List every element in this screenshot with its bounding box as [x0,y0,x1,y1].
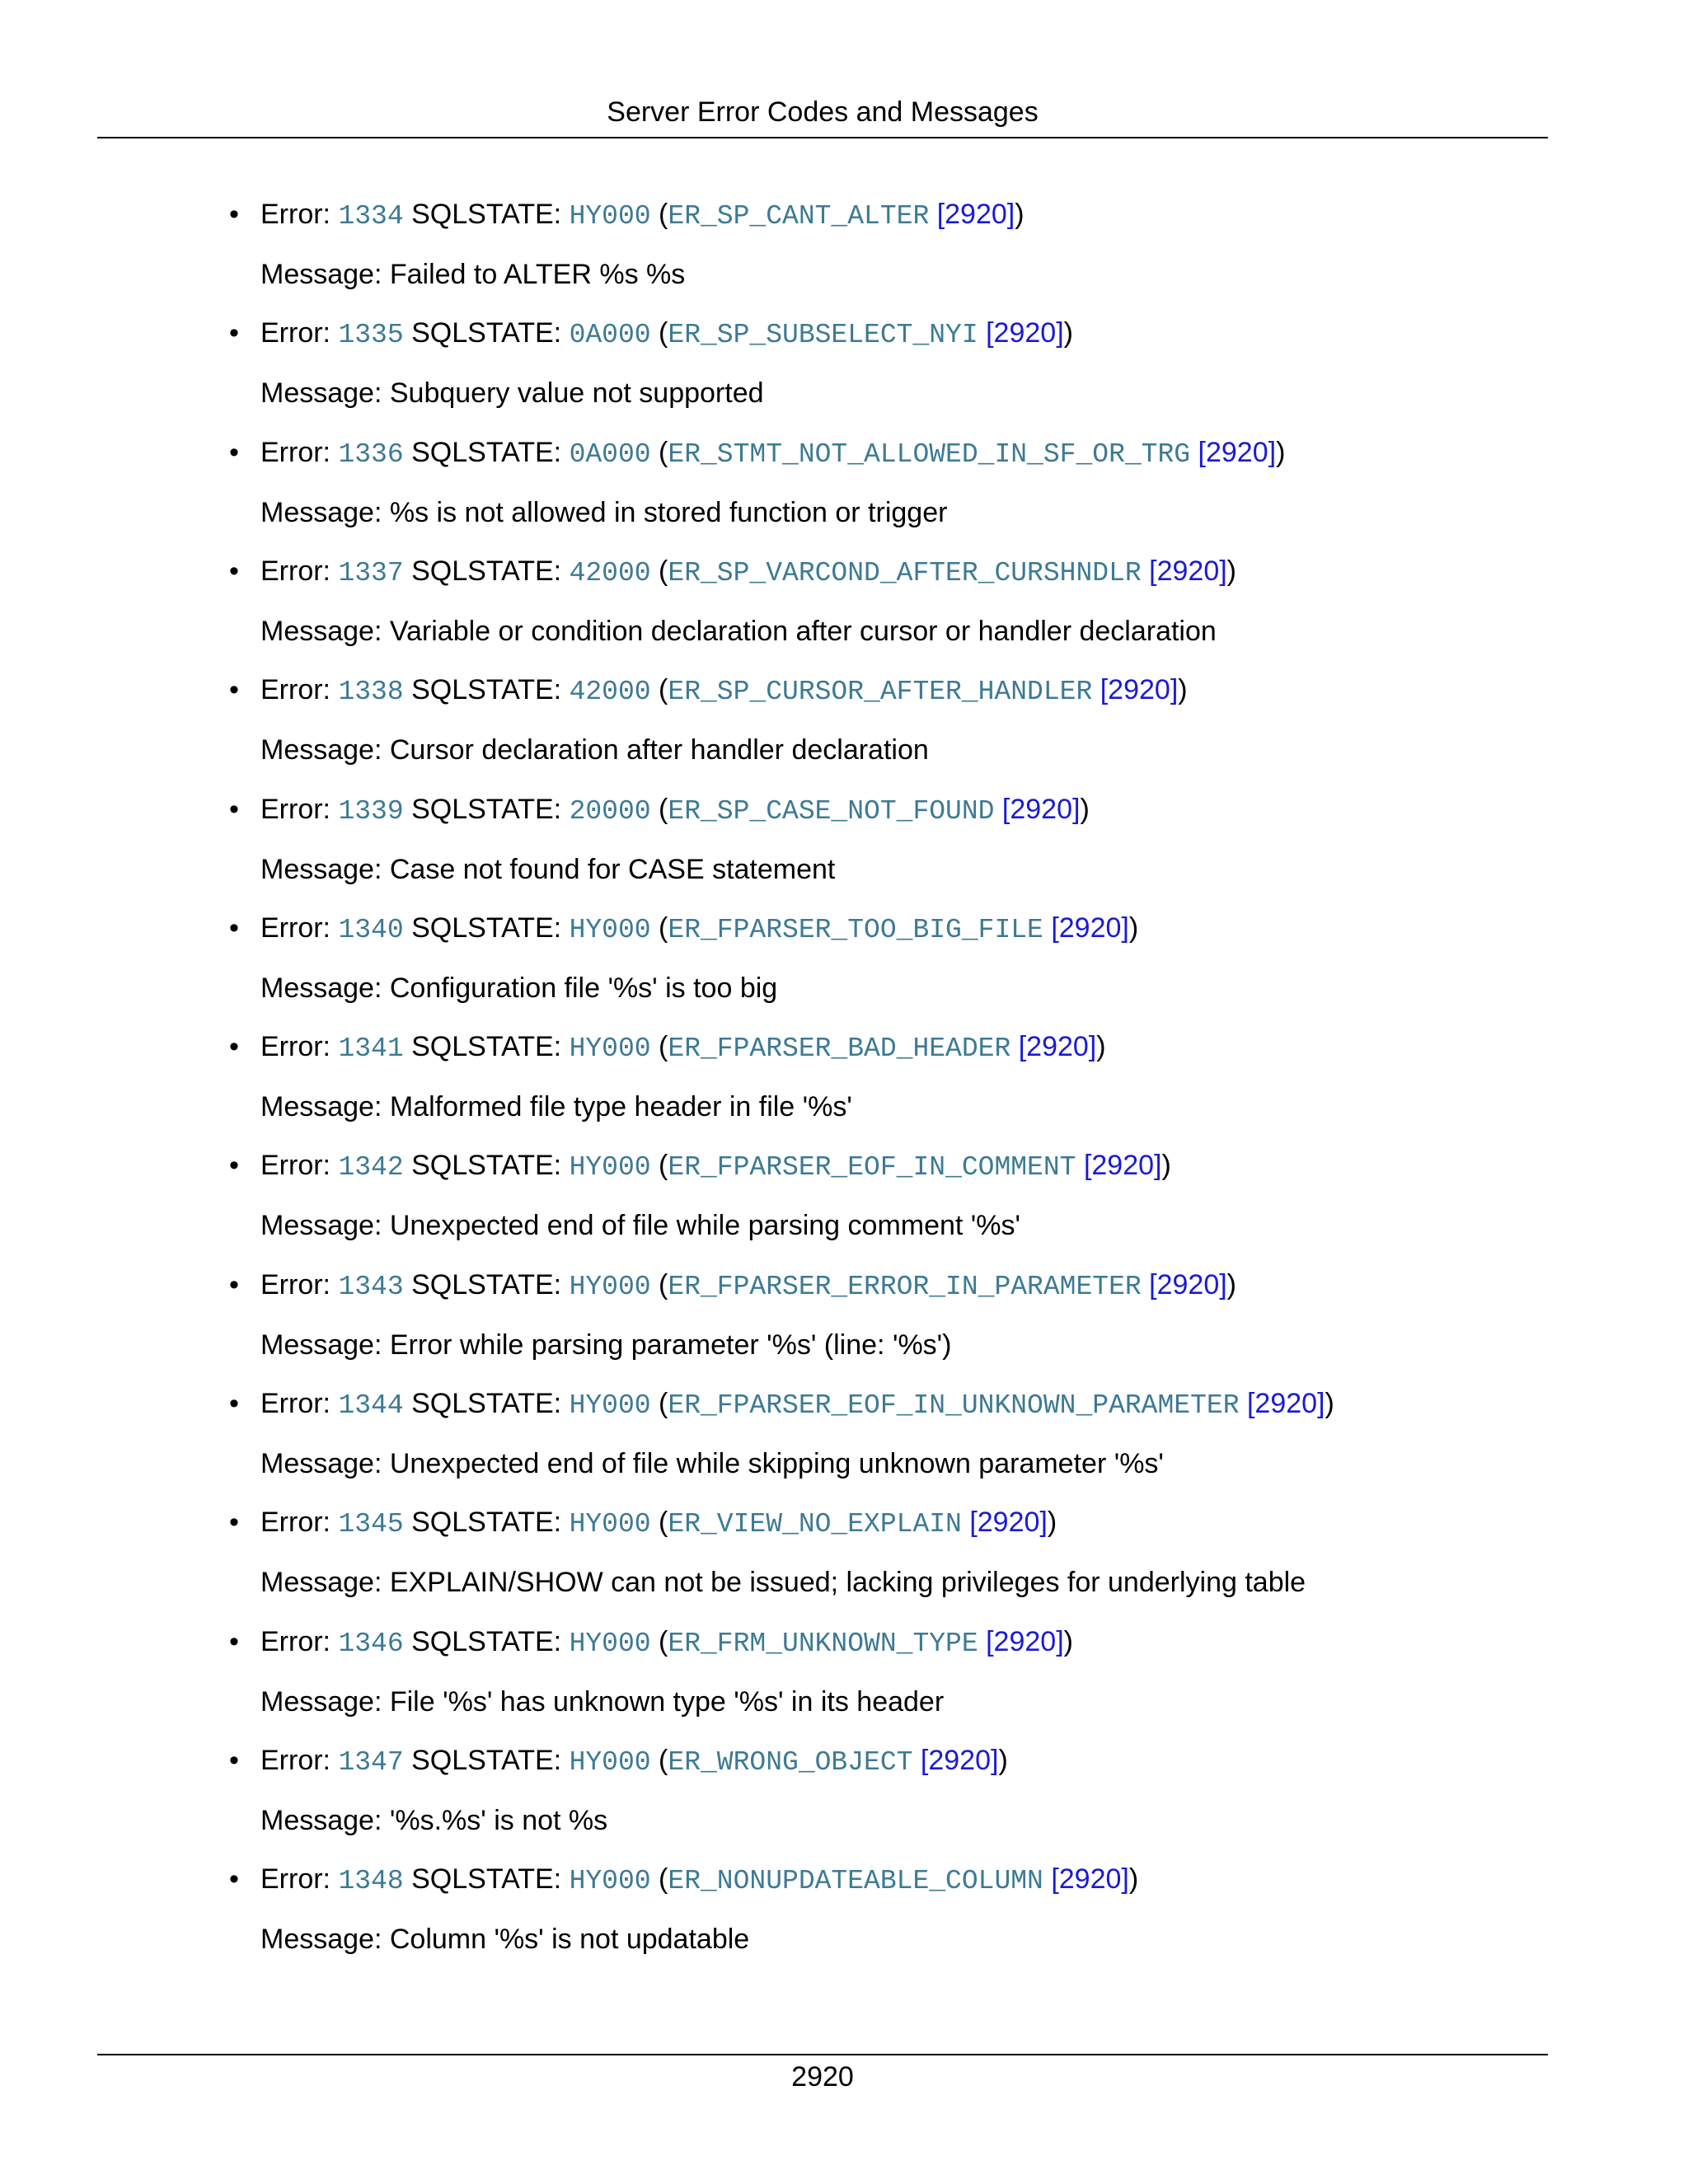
message-label: Message: [260,377,390,409]
message-text: Configuration file '%s' is too big [389,972,778,1004]
error-entry [229,1741,1546,1856]
page-reference-link[interactable]: [2920] [1083,1150,1162,1181]
message-text: Variable or condition declaration after cursor or handler declaration [389,616,1217,647]
open-paren: ( [650,1745,668,1776]
error-line [260,1502,1057,1544]
message-text: EXPLAIN/SHOW can not be issued; lacking privileges for underlying table [389,1567,1306,1598]
error-entry [229,670,1546,785]
sqlstate-value: HY000 [569,1272,651,1302]
message-text: Case not found for CASE statement [389,854,836,885]
error-label: Error: [260,555,339,587]
error-line [260,1265,1236,1307]
close-paren: ) [1096,1031,1106,1062]
page-reference-link[interactable]: [2920] [920,1745,999,1776]
error-entry [229,1502,1546,1618]
error-code: 1334 [338,201,404,232]
bullet-icon: • [229,1269,239,1301]
message-label: Message: [260,972,390,1004]
close-paren: ) [1063,1626,1073,1657]
error-label: Error: [260,199,339,230]
bullet-icon: • [229,1507,239,1538]
bullet-icon: • [229,1150,239,1181]
message-text: Column '%s' is not updatable [389,1924,750,1955]
message-line [260,1682,944,1722]
error-symbol: ER_NONUPDATEABLE_COLUMN [668,1866,1043,1896]
error-label: Error: [260,317,339,349]
error-line [260,1027,1106,1069]
message-line [260,1801,607,1840]
sqlstate-label: SQLSTATE: [403,1745,570,1776]
page-header: Server Error Codes and Messages [607,96,1039,128]
page-reference-link[interactable]: [2920] [936,199,1015,230]
sqlstate-value: HY000 [569,1390,651,1421]
message-line [260,255,685,294]
error-symbol: ER_VIEW_NO_EXPLAIN [668,1509,962,1540]
error-entry [229,1027,1546,1142]
sqlstate-value: 42000 [569,558,651,588]
error-line [260,1859,1138,1901]
error-symbol: ER_SP_CASE_NOT_FOUND [668,796,995,827]
error-symbol: ER_SP_SUBSELECT_NYI [668,320,978,350]
bullet-icon: • [229,1031,239,1062]
error-line [260,313,1073,355]
bullet-icon: • [229,1745,239,1776]
sqlstate-value: HY000 [569,915,651,945]
message-line [260,493,947,532]
error-label: Error: [260,794,339,825]
message-label: Message: [260,1210,390,1241]
sqlstate-value: 42000 [569,677,651,707]
error-symbol: ER_SP_CANT_ALTER [668,201,930,232]
sqlstate-value: HY000 [569,1033,651,1064]
message-line [260,373,764,413]
error-symbol: ER_FPARSER_BAD_HEADER [668,1033,1011,1064]
page-reference-link[interactable]: [2920] [1100,674,1179,705]
open-paren: ( [650,674,668,705]
error-label: Error: [260,1150,339,1181]
close-paren: ) [1128,1863,1139,1895]
page-reference-link[interactable]: [2920] [1149,555,1227,587]
page-reference-link[interactable]: [2920] [1246,1388,1325,1419]
sqlstate-value: HY000 [569,1509,651,1540]
error-code: 1348 [338,1866,404,1896]
sqlstate-label: SQLSTATE: [403,794,570,825]
open-paren: ( [650,1269,668,1301]
error-symbol: ER_FPARSER_TOO_BIG_FILE [668,915,1043,945]
error-line [260,194,1025,237]
message-label: Message: [260,1329,390,1361]
error-symbol: ER_WRONG_OBJECT [668,1747,913,1778]
page-reference-link[interactable]: [2920] [1051,912,1129,944]
message-label: Message: [260,497,390,528]
message-line [260,1087,852,1127]
footer-rule [97,2054,1548,2055]
error-code: 1344 [338,1390,404,1421]
error-entry [229,1859,1546,1975]
error-line [260,1146,1171,1188]
sqlstate-label: SQLSTATE: [403,555,570,587]
close-paren: ) [1015,199,1025,230]
sqlstate-label: SQLSTATE: [403,437,570,468]
bullet-icon: • [229,794,239,825]
open-paren: ( [650,1863,668,1895]
message-text: Cursor declaration after handler declaration [389,734,929,766]
message-label: Message: [260,1567,390,1598]
error-line [260,1741,1008,1783]
message-label: Message: [260,616,390,647]
message-label: Message: [260,259,390,290]
message-label: Message: [260,734,390,766]
bullet-icon: • [229,912,239,944]
error-entry [229,1384,1546,1499]
error-line [260,1384,1334,1426]
error-code: 1338 [338,677,404,707]
error-code: 1335 [338,320,404,350]
message-label: Message: [260,1448,390,1479]
message-text: Unexpected end of file while skipping unknown parameter '%s' [389,1448,1164,1479]
message-line [260,1919,749,1959]
close-paren: ) [1276,437,1286,468]
sqlstate-label: SQLSTATE: [403,1863,570,1895]
error-line [260,433,1285,475]
page-reference-link[interactable]: [2920] [969,1507,1048,1538]
page-number: 2920 [791,2061,854,2093]
sqlstate-value: 0A000 [569,439,651,470]
page-reference-link[interactable]: [2920] [986,1626,1064,1657]
error-line [260,670,1188,712]
sqlstate-value: 0A000 [569,320,651,350]
error-code: 1339 [338,796,404,827]
message-label: Message: [260,1686,390,1718]
close-paren: ) [1047,1507,1057,1538]
open-paren: ( [650,555,668,587]
error-line [260,790,1090,832]
error-symbol: ER_STMT_NOT_ALLOWED_IN_SF_OR_TRG [668,439,1191,470]
close-paren: ) [1226,1269,1236,1301]
open-paren: ( [650,1031,668,1062]
message-label: Message: [260,854,390,885]
message-line [260,850,835,889]
error-entry [229,1146,1546,1261]
sqlstate-label: SQLSTATE: [403,1507,570,1538]
sqlstate-label: SQLSTATE: [403,1269,570,1301]
open-paren: ( [650,437,668,468]
error-line [260,1622,1073,1664]
message-text: Failed to ALTER %s %s [389,259,686,290]
error-code: 1346 [338,1629,404,1659]
error-label: Error: [260,1626,339,1657]
error-code: 1342 [338,1152,404,1183]
message-text: Error while parsing parameter '%s' (line: '%s') [389,1329,952,1361]
message-line [260,968,777,1008]
error-code: 1336 [338,439,404,470]
close-paren: ) [1128,912,1139,944]
sqlstate-value: HY000 [569,1866,651,1896]
error-symbol: ER_FPARSER_EOF_IN_COMMENT [668,1152,1076,1183]
open-paren: ( [650,794,668,825]
open-paren: ( [650,199,668,230]
error-label: Error: [260,1031,339,1062]
error-code: 1341 [338,1033,404,1064]
error-symbol: ER_FPARSER_EOF_IN_UNKNOWN_PARAMETER [668,1390,1240,1421]
message-text: %s is not allowed in stored function or trigger [389,497,948,528]
header-rule [97,137,1548,138]
page-reference-link[interactable]: [2920] [1149,1269,1227,1301]
sqlstate-value: HY000 [569,1152,651,1183]
message-line [260,1325,952,1365]
message-text: '%s.%s' is not %s [389,1805,608,1836]
error-symbol: ER_SP_VARCOND_AFTER_CURSHNDLR [668,558,1142,588]
bullet-icon: • [229,1863,239,1895]
sqlstate-label: SQLSTATE: [403,674,570,705]
bullet-icon: • [229,555,239,587]
error-line [260,551,1236,593]
error-entry [229,1265,1546,1380]
close-paren: ) [1063,317,1073,349]
error-code: 1347 [338,1747,404,1778]
error-symbol: ER_SP_CURSOR_AFTER_HANDLER [668,677,1093,707]
error-symbol: ER_FRM_UNKNOWN_TYPE [668,1629,978,1659]
message-text: Malformed file type header in file '%s' [389,1091,852,1122]
close-paren: ) [998,1745,1008,1776]
message-text: Unexpected end of file while parsing comment '%s' [389,1210,1021,1241]
sqlstate-value: HY000 [569,201,651,232]
open-paren: ( [650,1507,668,1538]
sqlstate-value: HY000 [569,1629,651,1659]
error-entry [229,194,1546,310]
sqlstate-value: HY000 [569,1747,651,1778]
message-label: Message: [260,1091,390,1122]
sqlstate-label: SQLSTATE: [403,1031,570,1062]
open-paren: ( [650,1150,668,1181]
open-paren: ( [650,1388,668,1419]
message-line [260,612,1217,651]
error-entry [229,1622,1546,1737]
open-paren: ( [650,912,668,944]
close-paren: ) [1178,674,1188,705]
message-line [260,730,929,770]
sqlstate-label: SQLSTATE: [403,1388,570,1419]
sqlstate-label: SQLSTATE: [403,317,570,349]
error-label: Error: [260,1388,339,1419]
bullet-icon: • [229,1626,239,1657]
error-label: Error: [260,1863,339,1895]
sqlstate-value: 20000 [569,796,651,827]
error-entry [229,551,1546,667]
message-text: Subquery value not supported [389,377,764,409]
error-label: Error: [260,437,339,468]
sqlstate-label: SQLSTATE: [403,1150,570,1181]
sqlstate-label: SQLSTATE: [403,199,570,230]
error-label: Error: [260,1269,339,1301]
sqlstate-label: SQLSTATE: [403,1626,570,1657]
close-paren: ) [1080,794,1090,825]
page-reference-link[interactable]: [2920] [1018,1031,1097,1062]
open-paren: ( [650,1626,668,1657]
error-label: Error: [260,1507,339,1538]
page-reference-link[interactable]: [2920] [1051,1863,1129,1895]
bullet-icon: • [229,199,239,230]
error-code: 1337 [338,558,404,588]
error-code: 1340 [338,915,404,945]
close-paren: ) [1226,555,1236,587]
error-entry [229,433,1546,548]
error-entry [229,908,1546,1024]
message-label: Message: [260,1805,390,1836]
bullet-icon: • [229,1388,239,1419]
message-line [260,1206,1020,1245]
error-label: Error: [260,1745,339,1776]
bullet-icon: • [229,437,239,468]
error-code: 1345 [338,1509,404,1540]
close-paren: ) [1325,1388,1334,1419]
error-label: Error: [260,674,339,705]
open-paren: ( [650,317,668,349]
bullet-icon: • [229,674,239,705]
message-label: Message: [260,1924,390,1955]
sqlstate-label: SQLSTATE: [403,912,570,944]
page-reference-link[interactable]: [2920] [986,317,1064,349]
error-line [260,908,1138,950]
error-label: Error: [260,912,339,944]
error-symbol: ER_FPARSER_ERROR_IN_PARAMETER [668,1272,1142,1302]
page-reference-link[interactable]: [2920] [1001,794,1081,825]
message-line [260,1444,1164,1483]
message-line [260,1563,1306,1602]
page-reference-link[interactable]: [2920] [1198,437,1277,468]
error-code: 1343 [338,1272,404,1302]
close-paren: ) [1161,1150,1171,1181]
message-text: File '%s' has unknown type '%s' in its header [389,1686,945,1718]
error-entry [229,790,1546,905]
error-entry [229,313,1546,429]
bullet-icon: • [229,317,239,349]
